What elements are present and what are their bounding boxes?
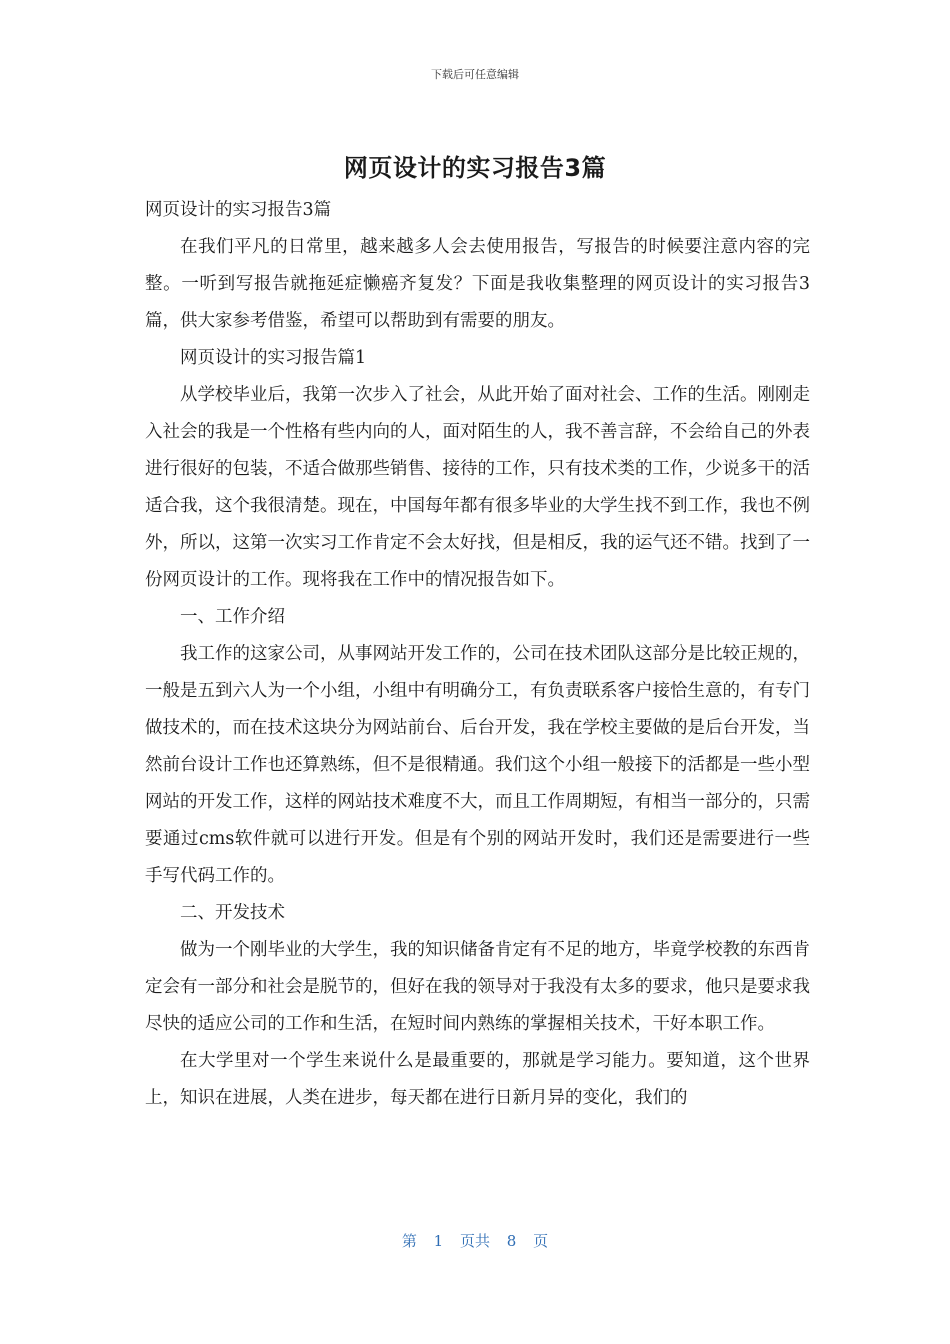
body-paragraph: 在大学里对一个学生来说什么是最重要的，那就是学习能力。要知道，这个世界上，知识在进展，人类在进步，每天都在进行日新月异的变化，我们的 bbox=[145, 1051, 810, 1108]
section-heading: 一、工作介绍 bbox=[180, 607, 285, 627]
body-paragraph: 我工作的这家公司，从事网站开发工作的，公司在技术团队这部分是比较正规的，一般是五到六人为一个小组，小组中有明确分工，有负责联系客户接恰生意的，有专门做技术的，而在技术这块分为网站前台、后台开发，我在学校主要做的是后台开发，当然前台设计工作也还算熟练，但不是很精通。我们这个小组一般接下的活都是一些小型网站的开发工作，这样的网站技术难度不大，而且工作周期短，有相当一部分的，只需要通过cms软件就可以进行开发。但是有个别的网站开发时，我们还是需要进行一些手写代码工作的。 bbox=[145, 644, 810, 886]
page-header: 下载后可任意编辑 bbox=[431, 68, 519, 81]
body-paragraph: 做为一个刚毕业的大学生，我的知识储备肯定有不足的地方，毕竟学校教的东西肯定会有一部分和社会是脱节的，但好在我的领导对于我没有太多的要求，他只是要求我尽快的适应公司的工作和生活，在短时间内熟练的掌握相关技术，干好本职工作。 bbox=[145, 940, 810, 1034]
document-body bbox=[145, 192, 810, 1117]
section-heading: 网页设计的实习报告篇1 bbox=[180, 348, 367, 368]
subtitle-paragraph: 网页设计的实习报告3篇 bbox=[145, 200, 332, 220]
intro-paragraph: 在我们平凡的日常里，越来越多人会去使用报告，写报告的时候要注意内容的完整。一听到写报告就拖延症懒癌齐复发？下面是我收集整理的网页设计的实习报告3篇，供大家参考借鉴，希望可以帮助到有需要的朋友。 bbox=[145, 237, 810, 331]
body-paragraph: 从学校毕业后，我第一次步入了社会，从此开始了面对社会、工作的生活。刚刚走入社会的我是一个性格有些内向的人，面对陌生的人，我不善言辞，不会给自己的外表进行很好的包装，不适合做那些销售、接待的工作，只有技术类的工作，少说多干的活适合我，这个我很清楚。现在，中国每年都有很多毕业的大学生找不到工作，我也不例外，所以，这第一次实习工作肯定不会太好找，但是相反，我的运气还不错。找到了一份网页设计的工作。现将我在工作中的情况报告如下。 bbox=[145, 385, 810, 590]
page-number-footer: 第 1 页共 8 页 bbox=[401, 1232, 549, 1250]
document-title: 网页设计的实习报告3篇 bbox=[343, 154, 607, 182]
section-heading: 二、开发技术 bbox=[180, 903, 285, 923]
